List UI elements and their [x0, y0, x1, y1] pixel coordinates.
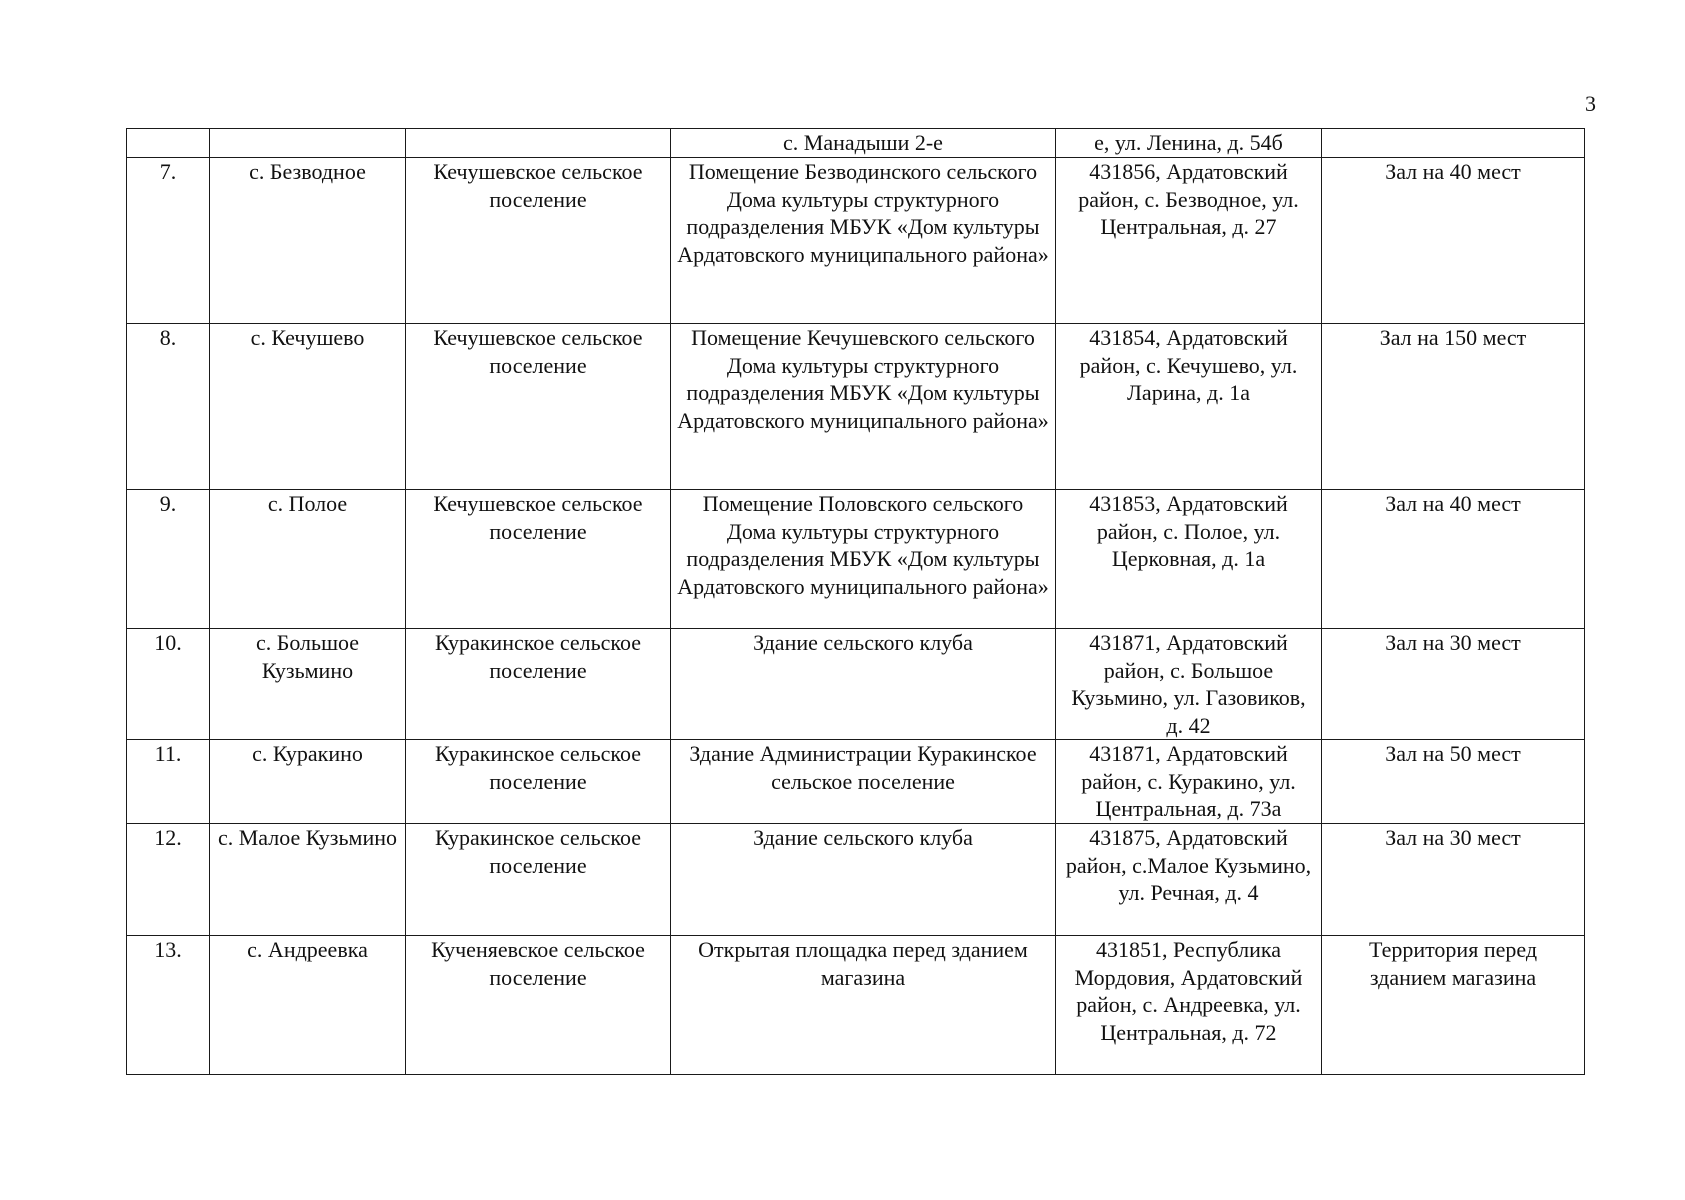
table-row	[127, 324, 1585, 490]
settlement-cell: с. Безводное	[210, 158, 406, 324]
premises-cell: Помещение Кечушевского сельского Дома культуры структурного подразделения МБУК «Дом культуры Ардатовского муниципального района»	[671, 324, 1056, 490]
address-cell: 431856, Ардатовский район, с. Безводное, ул. Центральная, д. 27	[1056, 158, 1322, 324]
settlement-cell: с. Малое Кузьмино	[210, 824, 406, 936]
premises-cell: Здание сельского клуба	[671, 824, 1056, 936]
row-number	[127, 129, 210, 158]
address-cell: 431851, Республика Мордовия, Ардатовский район, с. Андреевка, ул. Центральная, д. 72	[1056, 936, 1322, 1075]
table-row	[127, 824, 1585, 936]
row-number: 13.	[127, 936, 210, 1075]
premises-cell: с. Манадыши 2-е	[671, 129, 1056, 158]
row-number: 8.	[127, 324, 210, 490]
settlement-cell: с. Кечушево	[210, 324, 406, 490]
table-row	[127, 129, 1585, 158]
settlement-cell	[210, 129, 406, 158]
venue-table	[126, 128, 1585, 1075]
row-number: 11.	[127, 740, 210, 824]
address-cell: 431871, Ардатовский район, с. Большое Кузьмино, ул. Газовиков, д. 42	[1056, 629, 1322, 740]
municipality-cell: Куракинское сельское поселение	[406, 824, 671, 936]
municipality-cell: Кученяевское сельское поселение	[406, 936, 671, 1075]
municipality-cell: Кечушевское сельское поселение	[406, 490, 671, 629]
address-cell: 431875, Ардатовский район, с.Малое Кузьмино, ул. Речная, д. 4	[1056, 824, 1322, 936]
address-cell: е, ул. Ленина, д. 54б	[1056, 129, 1322, 158]
capacity-cell: Зал на 150 мест	[1322, 324, 1585, 490]
municipality-cell: Куракинское сельское поселение	[406, 740, 671, 824]
settlement-cell: с. Полое	[210, 490, 406, 629]
capacity-cell: Зал на 40 мест	[1322, 158, 1585, 324]
capacity-cell: Зал на 50 мест	[1322, 740, 1585, 824]
address-cell: 431854, Ардатовский район, с. Кечушево, ул. Ларина, д. 1а	[1056, 324, 1322, 490]
row-number: 12.	[127, 824, 210, 936]
row-number: 9.	[127, 490, 210, 629]
capacity-cell: Территория перед зданием магазина	[1322, 936, 1585, 1075]
settlement-cell: с. Куракино	[210, 740, 406, 824]
premises-cell: Здание сельского клуба	[671, 629, 1056, 740]
capacity-cell	[1322, 129, 1585, 158]
address-cell: 431871, Ардатовский район, с. Куракино, ул. Центральная, д. 73а	[1056, 740, 1322, 824]
table-row	[127, 158, 1585, 324]
municipality-cell: Кечушевское сельское поселение	[406, 324, 671, 490]
row-number: 7.	[127, 158, 210, 324]
settlement-cell: с. Большое Кузьмино	[210, 629, 406, 740]
capacity-cell: Зал на 30 мест	[1322, 824, 1585, 936]
premises-cell: Помещение Безводинского сельского Дома культуры структурного подразделения МБУК «Дом культуры Ардатовского муниципального района»	[671, 158, 1056, 324]
row-number: 10.	[127, 629, 210, 740]
premises-cell: Помещение Половского сельского Дома культуры структурного подразделения МБУК «Дом культуры Ардатовского муниципального района»	[671, 490, 1056, 629]
address-cell: 431853, Ардатовский район, с. Полое, ул. Церковная, д. 1а	[1056, 490, 1322, 629]
table-row	[127, 490, 1585, 629]
municipality-cell	[406, 129, 671, 158]
table-row	[127, 740, 1585, 824]
municipality-cell: Кечушевское сельское поселение	[406, 158, 671, 324]
table-row	[127, 629, 1585, 740]
premises-cell: Открытая площадка перед зданием магазина	[671, 936, 1056, 1075]
table-row	[127, 936, 1585, 1075]
municipality-cell: Куракинское сельское поселение	[406, 629, 671, 740]
page-number: 3	[1585, 91, 1596, 116]
settlement-cell: с. Андреевка	[210, 936, 406, 1075]
premises-cell: Здание Администрации Куракинское сельское поселение	[671, 740, 1056, 824]
capacity-cell: Зал на 40 мест	[1322, 490, 1585, 629]
capacity-cell: Зал на 30 мест	[1322, 629, 1585, 740]
